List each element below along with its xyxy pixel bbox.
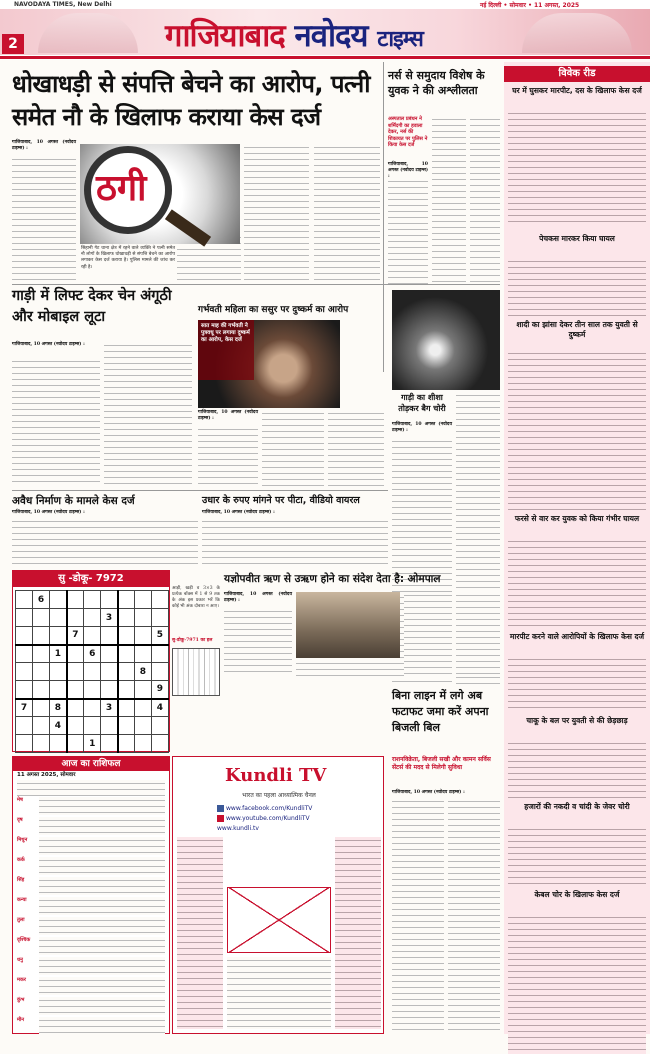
sudoku-cell[interactable] xyxy=(118,609,135,627)
sudoku-cell[interactable] xyxy=(50,681,67,699)
sudoku-cell[interactable] xyxy=(134,717,151,735)
preg-text-col3 xyxy=(328,410,384,486)
rashi-text xyxy=(39,857,165,875)
sudoku-cell[interactable] xyxy=(118,699,135,717)
sudoku-cell[interactable] xyxy=(101,681,118,699)
sudoku-cell[interactable] xyxy=(101,591,118,609)
preg-text-col1 xyxy=(198,426,258,486)
sudoku-cell[interactable] xyxy=(101,663,118,681)
nurse-dateline: गाजियाबाद, 10 अगस्त (नवोदय टाइम्स) : xyxy=(388,162,428,180)
sudoku-cell[interactable] xyxy=(67,663,84,681)
vivek-read-item-headline: हजारों की नकदी व चांदी के जेवर चोरी xyxy=(524,802,630,811)
sudoku-cell[interactable] xyxy=(67,735,84,753)
rashi-text xyxy=(39,917,165,935)
vivek-read-item-text xyxy=(508,914,646,1054)
sudoku-cell[interactable] xyxy=(33,681,50,699)
glass-dateline: गाजियाबाद, 10 अगस्त (नवोदय टाइम्स) : xyxy=(392,422,452,434)
sudoku-cell[interactable] xyxy=(151,591,168,609)
lead-dateline: गाजियाबाद, 10 अगस्त (नवोदय टाइम्स) : xyxy=(12,140,76,152)
divider xyxy=(12,490,388,491)
rashi-item xyxy=(17,797,165,816)
electric-headline: बिना लाइन में लगे अब फटाफट जमा करें अपना बिजली बिल xyxy=(392,689,489,734)
sudoku-cell[interactable] xyxy=(118,717,135,735)
sudoku-rules: आड़ी, खड़ी व 3×3 के प्रत्येक बॉक्स में 1 से 9 तक के अंक इस प्रकार भरें कि कोई भी अंक दोबारा न आए। xyxy=(172,586,220,609)
vivek-read-item-headline: फरसे से वार कर युवक को किया गंभीर घायल xyxy=(514,514,640,523)
lead-body: सिहानी गेट थाना क्षेत्र में रहने वाले व्यक्ति ने पत्नी समेत नौ लोगों के खिलाफ धोखाधड़ी से संपत्ति बेचने का आरोप लगाकर केस दर्ज कराया है। पुलिस मामले की जांच कर रही है। xyxy=(81,246,175,270)
nurse-subhead: अस्पताल प्रबंधन ने शर्मिंदगी का हवाला देकर, नर्स की शिकायत पर पुलिस ने किया केस दर्ज xyxy=(388,116,428,148)
lead-text-col1 xyxy=(12,156,76,281)
sudoku-cell[interactable] xyxy=(16,735,33,753)
youtube-icon xyxy=(217,815,224,822)
sudoku-cell[interactable] xyxy=(67,717,84,735)
sudoku-box xyxy=(12,570,170,752)
rashi-item xyxy=(17,877,165,896)
sudoku-cell[interactable] xyxy=(84,699,101,717)
nurse-headline: नर्स से समुदाय विशेष के युवक ने की अश्लीलता xyxy=(388,69,485,97)
rashifal-date: 11 अगस्त 2025, सोमवार xyxy=(17,772,76,778)
rashi-item xyxy=(17,957,165,976)
masthead-bottom-rule xyxy=(0,56,650,59)
vivek-read-item-text xyxy=(508,826,646,886)
kundli-website[interactable]: www.kundli.tv xyxy=(217,825,259,832)
yagna-photo xyxy=(296,592,400,658)
rashi-item xyxy=(17,1017,165,1036)
masthead-title xyxy=(165,14,423,56)
nurse-text-col3 xyxy=(470,116,500,284)
lead-headline: धोखाधड़ी से संपत्ति बेचने का आरोप, पत्नी समेत नौ के खिलाफ कराया केस दर्ज xyxy=(12,70,370,131)
illegal-headline: अवैध निर्माण के मामले केस दर्ज xyxy=(12,495,135,507)
divider xyxy=(383,62,384,372)
nurse-text-col1 xyxy=(388,178,428,284)
sudoku-cell[interactable] xyxy=(151,717,168,735)
rashi-label: मेष xyxy=(17,797,23,803)
kundli-right-column xyxy=(335,837,381,1029)
sudoku-cell[interactable] xyxy=(134,699,151,717)
vivek-read-item-headline: मारपीट करने वाले आरोपियों के खिलाफ केस दर्ज xyxy=(509,632,645,641)
rashi-text xyxy=(39,1017,165,1035)
vivek-read-headline: घर में घुसकर मारपीट, दस के खिलाफ केस दर्ज xyxy=(512,86,642,95)
yagna-text-col1 xyxy=(224,608,292,676)
sudoku-cell[interactable] xyxy=(16,591,33,609)
vivek-read-item-headline: पेचकस मारकर किया घायल xyxy=(539,234,615,243)
sudoku-cell[interactable]: 8 xyxy=(134,663,151,681)
preg-quote: सात माह की गर्भवती ने पुत्रवधू पर लगाया दुष्कर्म का आरोप, केस दर्ज xyxy=(201,323,250,343)
sudoku-cell[interactable] xyxy=(101,735,118,753)
rashi-item xyxy=(17,817,165,836)
rashi-label: मीन xyxy=(17,1017,25,1023)
sudoku-cell[interactable] xyxy=(33,699,50,717)
nurse-text-col2 xyxy=(432,116,466,284)
kundli-youtube-url: www.youtube.com/KundliTV xyxy=(226,815,310,822)
sudoku-cell[interactable] xyxy=(151,645,168,663)
sudoku-cell[interactable] xyxy=(151,735,168,753)
vivek-read-item-text xyxy=(508,350,646,510)
sudoku-cell[interactable] xyxy=(67,645,84,663)
sudoku-cell[interactable] xyxy=(84,609,101,627)
magnifier-handle xyxy=(165,209,211,246)
sudoku-cell[interactable] xyxy=(50,591,67,609)
rashi-item xyxy=(17,917,165,936)
sudoku-title: सु -डोकू- 7972 xyxy=(13,571,169,587)
rashi-text xyxy=(39,957,165,975)
sudoku-cell[interactable] xyxy=(134,627,151,645)
car-headline: गाड़ी में लिफ्ट देकर चेन अंगूठी और मोबाइल लूटा xyxy=(12,288,172,325)
preg-headline: गर्भवती महिला का ससुर पर दुष्कर्म का आरोप xyxy=(198,305,349,315)
kundli-left-column xyxy=(177,837,223,1029)
rashi-label: तुला xyxy=(17,917,25,923)
sudoku-cell[interactable] xyxy=(84,681,101,699)
yagna-dateline: गाजियाबाद, 10 अगस्त (नवोदय टाइम्स) : xyxy=(224,592,292,604)
rashi-label: वृष xyxy=(17,817,23,823)
sudoku-cell[interactable] xyxy=(101,627,118,645)
rashi-label: धनु xyxy=(17,957,23,963)
sudoku-cell[interactable] xyxy=(84,591,101,609)
sudoku-cell[interactable]: 8 xyxy=(50,699,67,717)
sudoku-cell[interactable] xyxy=(84,627,101,645)
sudoku-cell[interactable]: 9 xyxy=(151,681,168,699)
sudoku-cell[interactable] xyxy=(50,627,67,645)
sudoku-cell[interactable] xyxy=(134,645,151,663)
kundli-ad xyxy=(172,756,384,1034)
rashi-text xyxy=(39,897,165,915)
electric-subhead: राशनविक्रेता, बिजली सखी और कामन सर्विस सेंटर्स की मदद से मिलेगी सुविधा xyxy=(392,756,491,771)
divider xyxy=(12,284,500,285)
sudoku-cell[interactable]: 3 xyxy=(101,609,118,627)
sudoku-cell[interactable] xyxy=(134,681,151,699)
electric-dateline: गाजियाबाद, 10 अगस्त (नवोदय टाइम्स) : xyxy=(392,790,465,795)
lead-thug-word: ठगी xyxy=(96,168,147,209)
rashi-text xyxy=(39,997,165,1015)
sudoku-cell[interactable] xyxy=(151,663,168,681)
rashi-item xyxy=(17,897,165,916)
sudoku-cell[interactable] xyxy=(118,645,135,663)
vivek-read-item-headline: केबल चोर के खिलाफ केस दर्ज xyxy=(534,890,620,899)
masthead-title-city: गाजियाबाद xyxy=(165,18,285,54)
masthead xyxy=(0,0,650,60)
preg-quote-box xyxy=(198,320,254,380)
rashi-label: सिंह xyxy=(17,877,25,883)
sudoku-cell[interactable] xyxy=(16,627,33,645)
vivek-read-title: विवेक रीड xyxy=(504,66,650,82)
vivek-read-item-headline: चाकू के बल पर युवती से की छेड़छाड़ xyxy=(526,716,628,725)
electric-text-col1 xyxy=(392,798,444,1034)
loan-dateline: गाजियाबाद, 10 अगस्त (नवोदय टाइम्स) : xyxy=(202,510,275,515)
facebook-icon xyxy=(217,805,224,812)
car-dateline: गाजियाबाद, 10 अगस्त (नवोदय टाइम्स) : xyxy=(12,342,85,347)
rashi-label: मिथुन xyxy=(17,837,28,843)
kundli-youtube[interactable] xyxy=(217,815,310,822)
masthead-title-times: टाइम्स xyxy=(377,27,423,52)
yagna-text-col3 xyxy=(456,592,500,676)
sudoku-cell[interactable] xyxy=(118,627,135,645)
sudoku-cell[interactable]: 7 xyxy=(16,699,33,717)
sudoku-cell[interactable] xyxy=(67,591,84,609)
rashi-item xyxy=(17,977,165,996)
car-text-col1 xyxy=(12,358,100,486)
yagna-headline: यज्ञोपवीत ऋण से उऋण होने का संदेश देता है: ओमपाल xyxy=(224,573,441,585)
sudoku-cell[interactable] xyxy=(50,735,67,753)
vivek-read-item-text xyxy=(508,538,646,628)
lead-thug-graphic xyxy=(80,144,240,244)
sudoku-cell[interactable]: 1 xyxy=(50,645,67,663)
sudoku-cell[interactable] xyxy=(50,609,67,627)
sudoku-cell[interactable] xyxy=(33,735,50,753)
sudoku-cell[interactable] xyxy=(118,591,135,609)
sudoku-cell[interactable] xyxy=(67,681,84,699)
lead-text-col3 xyxy=(244,144,309,282)
sudoku-cell[interactable]: 6 xyxy=(84,645,101,663)
glass-headline: गाड़ी का शीशा तोड़कर बैग चोरी xyxy=(398,393,446,413)
illegal-dateline: गाजियाबाद, 10 अगस्त (नवोदय टाइम्स) : xyxy=(12,510,85,515)
sudoku-cell[interactable] xyxy=(33,627,50,645)
rashi-label: कुंभ xyxy=(17,997,25,1003)
sudoku-grid[interactable] xyxy=(15,590,169,753)
car-text-col2 xyxy=(104,342,192,486)
sudoku-cell[interactable]: 7 xyxy=(67,627,84,645)
loan-headline: उधार के रुपए मांगने पर पीटा, वीडियो वायरल xyxy=(202,495,360,506)
sudoku-cell[interactable]: 4 xyxy=(151,699,168,717)
sudoku-cell[interactable]: 4 xyxy=(50,717,67,735)
rashi-text xyxy=(39,877,165,895)
glass-photo xyxy=(392,290,500,390)
sudoku-cell[interactable] xyxy=(134,735,151,753)
rashi-label: कन्या xyxy=(17,897,27,903)
rashi-text xyxy=(39,837,165,855)
sudoku-cell[interactable] xyxy=(84,717,101,735)
rashi-item xyxy=(17,937,165,956)
sudoku-cell[interactable] xyxy=(101,717,118,735)
sudoku-cell[interactable] xyxy=(33,717,50,735)
loan-text xyxy=(202,518,388,566)
sudoku-cell[interactable] xyxy=(118,681,135,699)
sudoku-cell[interactable] xyxy=(16,645,33,663)
sudoku-cell[interactable] xyxy=(151,609,168,627)
electric-text-col2 xyxy=(448,798,500,1034)
page-number: 2 xyxy=(2,34,24,54)
preg-text-col2 xyxy=(262,410,324,486)
yagna-caption xyxy=(296,660,400,676)
rashi-item xyxy=(17,857,165,876)
vivek-read-item-text xyxy=(508,258,646,316)
rashi-label: वृश्चिक xyxy=(17,937,31,943)
rashi-text xyxy=(39,937,165,955)
rashi-text xyxy=(39,977,165,995)
sudoku-cell[interactable] xyxy=(16,681,33,699)
sudoku-cell[interactable]: 3 xyxy=(101,699,118,717)
sudoku-cell[interactable]: 6 xyxy=(33,591,50,609)
kundli-facebook[interactable] xyxy=(217,805,312,812)
vivek-read-item-headline: शादी का झांसा देकर तीन साल तक युवती से दुष्कर्म xyxy=(516,320,638,339)
sudoku-cell[interactable] xyxy=(16,663,33,681)
sudoku-answer-grid xyxy=(172,648,220,696)
preg-dateline: गाजियाबाद, 10 अगस्त (नवोदय टाइम्स) : xyxy=(198,410,258,422)
sudoku-cell[interactable] xyxy=(50,663,67,681)
rashi-text xyxy=(39,817,165,835)
sudoku-cell[interactable] xyxy=(134,609,151,627)
sudoku-cell[interactable] xyxy=(118,735,135,753)
sudoku-answer-label: सु-डोकू-7971 का हल xyxy=(172,638,213,643)
sudoku-cell[interactable] xyxy=(67,609,84,627)
kundli-logo[interactable]: Kundli TV xyxy=(225,765,327,786)
sudoku-cell[interactable] xyxy=(16,609,33,627)
sudoku-cell[interactable]: 1 xyxy=(84,735,101,753)
rashi-item xyxy=(17,837,165,856)
kundli-facebook-url: www.facebook.com/KundliTV xyxy=(226,805,313,812)
sudoku-cell[interactable] xyxy=(67,699,84,717)
vivek-read-item-text xyxy=(508,656,646,712)
sudoku-cell[interactable] xyxy=(134,591,151,609)
sudoku-cell[interactable] xyxy=(84,663,101,681)
masthead-title-navodaya: नवोदय xyxy=(294,18,368,54)
masthead-date: नई दिल्ली • सोमवार • 11 अगस्त, 2025 xyxy=(480,2,580,9)
sudoku-cell[interactable] xyxy=(101,645,118,663)
vivek-read-item-text xyxy=(508,740,646,800)
vivek-read-text-0 xyxy=(508,110,646,226)
lead-text-col4 xyxy=(314,144,380,282)
kundli-tagline: भारत का पहला आध्यात्मिक चैनल xyxy=(242,792,316,799)
masthead-brand: NAVODAYA TIMES, New Delhi xyxy=(14,1,112,8)
rashifal-box xyxy=(12,756,170,1034)
sudoku-cell[interactable] xyxy=(33,663,50,681)
illegal-text xyxy=(12,518,198,566)
rashi-text xyxy=(39,797,165,815)
sudoku-cell[interactable]: 5 xyxy=(151,627,168,645)
yagna-text-col2 xyxy=(404,592,452,676)
sudoku-cell[interactable] xyxy=(16,717,33,735)
rashi-label: कर्क xyxy=(17,857,25,863)
rashi-label: मकर xyxy=(17,977,26,983)
rashi-item xyxy=(17,997,165,1016)
rashifal-signs xyxy=(13,797,169,1036)
rashifal-title: आज का राशिफल xyxy=(13,757,169,771)
kundli-mid-text xyxy=(227,957,331,1029)
sudoku-cell[interactable] xyxy=(33,645,50,663)
kundli-panchang-chart xyxy=(227,887,331,953)
rashifal-intro xyxy=(17,780,165,796)
sudoku-cell[interactable] xyxy=(118,663,135,681)
sudoku-cell[interactable] xyxy=(33,609,50,627)
